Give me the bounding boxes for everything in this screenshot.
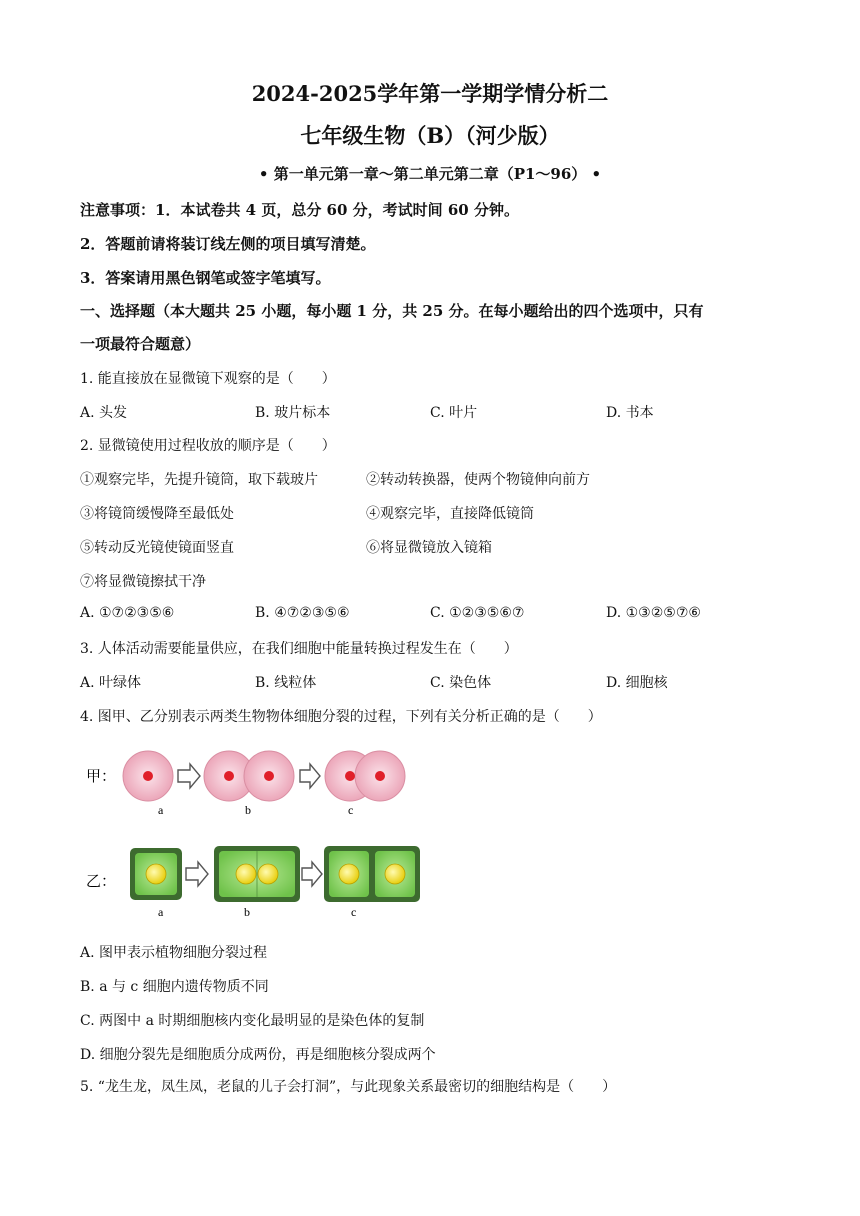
arrow-icon [302, 862, 322, 886]
q2-step-2: ②转动转换器，使两个物镜伸向前方 [366, 472, 590, 488]
stage-label-b: b [244, 905, 250, 919]
q2-option-c: C. ①②③⑤⑥⑦ [430, 605, 525, 621]
stage-label-b: b [245, 803, 251, 817]
q3-option-b: B. 线粒体 [255, 675, 317, 691]
q4-option-a: A. 图甲表示植物细胞分裂过程 [80, 945, 268, 961]
animal-nucleus [143, 771, 153, 781]
q1-option-c: C. 叶片 [430, 405, 478, 421]
plant-cell-b [214, 846, 300, 902]
q2-step-5: ⑤转动反光镜使镜面竖直 [80, 540, 234, 556]
exam-scope: • 第一单元第一章～第二单元第二章（P1～96） • [258, 165, 602, 183]
q4-option-c: C. 两图中 a 时期细胞核内变化最明显的是染色体的复制 [80, 1013, 425, 1029]
q4-option-b: B. a 与 c 细胞内遗传物质不同 [80, 979, 269, 995]
note-2: 2．答题前请将装订线左侧的项目填写清楚。 [80, 235, 376, 253]
note-3: 3．答案请用黑色钢笔或签字笔填写。 [80, 269, 331, 287]
question-3-stem: 3. 人体活动需要能量供应，在我们细胞中能量转换过程发生在（ ） [80, 641, 518, 657]
plant-cell-a [130, 848, 182, 900]
exam-subtitle: 七年级生物（B）（河少版） [300, 123, 560, 148]
q2-step-6: ⑥将显微镜放入镜箱 [366, 540, 492, 556]
animal-nucleus [264, 771, 274, 781]
animal-cell-c [325, 751, 405, 801]
question-5-stem: 5. “龙生龙，凤生凤，老鼠的儿子会打洞”，与此现象关系最密切的细胞结构是（ ） [80, 1079, 617, 1095]
exam-title: 2024-2025学年第一学期学情分析二 [251, 81, 609, 106]
row-jia-label: 甲： [86, 769, 117, 785]
question-2-stem: 2. 显微镜使用过程收放的顺序是（ ） [80, 438, 336, 454]
q1-option-a: A. 头发 [80, 405, 128, 421]
stage-label-a: a [158, 803, 164, 817]
q2-option-d: D. ①③②⑤⑦⑥ [606, 605, 701, 621]
plant-nucleus [385, 864, 405, 884]
stage-label-c: c [351, 905, 357, 919]
q4-option-d: D. 细胞分裂先是细胞质分成两份，再是细胞核分裂成两个 [80, 1047, 436, 1063]
q2-step-1: ①观察完毕，先提升镜筒，取下载玻片 [80, 472, 318, 488]
q1-option-d: D. 书本 [606, 405, 654, 421]
q1-option-b: B. 玻片标本 [255, 405, 331, 421]
animal-nucleus [345, 771, 355, 781]
arrow-icon [178, 764, 200, 788]
arrow-icon [300, 764, 320, 788]
stage-label-a: a [158, 905, 164, 919]
q3-option-a: A. 叶绿体 [80, 675, 142, 691]
section-heading-line2: 一项最符合题意） [80, 335, 201, 353]
plant-cell-c [324, 846, 420, 902]
q3-option-d: D. 细胞核 [606, 675, 668, 691]
plant-nucleus [146, 864, 166, 884]
q2-option-a: A. ①⑦②③⑤⑥ [80, 605, 175, 621]
q3-option-c: C. 染色体 [430, 675, 492, 691]
plant-nucleus [258, 864, 278, 884]
q2-option-b: B. ④⑦②③⑤⑥ [255, 605, 350, 621]
plant-nucleus [236, 864, 256, 884]
animal-nucleus [224, 771, 234, 781]
cell-division-figure [86, 738, 426, 928]
stage-label-c: c [348, 803, 354, 817]
section-heading-line1: 一、选择题（本大题共 25 小题，每小题 1 分，共 25 分。在每小题给出的四个选项中，只有 [80, 302, 704, 320]
plant-nucleus [339, 864, 359, 884]
arrow-icon [186, 862, 208, 886]
q2-step-3: ③将镜筒缓慢降至最低处 [80, 506, 234, 522]
animal-cell-a [123, 751, 173, 801]
animal-nucleus [375, 771, 385, 781]
animal-cell-b [204, 751, 294, 801]
row-yi-label: 乙： [86, 874, 117, 890]
q2-step-4: ④观察完毕，直接降低镜筒 [366, 506, 534, 522]
q2-step-7: ⑦将显微镜擦拭干净 [80, 574, 206, 590]
note-1: 注意事项：1．本试卷共 4 页，总分 60 分，考试时间 60 分钟。 [80, 201, 519, 219]
question-4-stem: 4. 图甲、乙分别表示两类生物物体细胞分裂的过程，下列有关分析正确的是（ ） [80, 709, 602, 725]
question-1-stem: 1. 能直接放在显微镜下观察的是（ ） [80, 371, 336, 387]
